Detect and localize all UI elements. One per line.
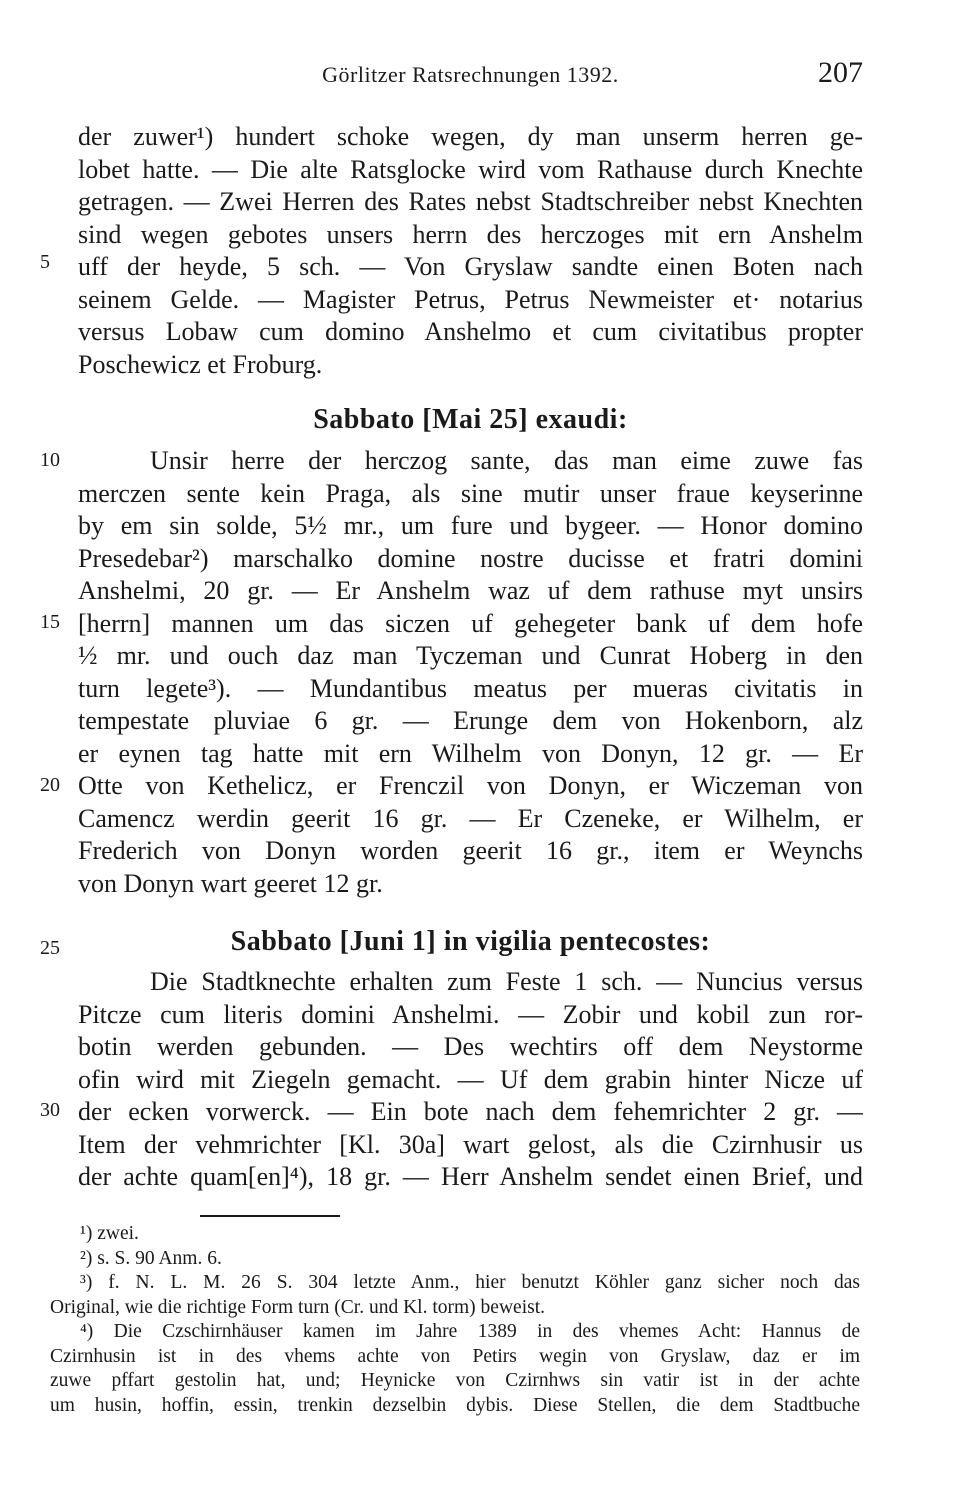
text-line: uff der heyde, 5 sch. — Von Gryslaw sandte einen Boten nach: [78, 252, 863, 281]
text-line: Frederich von Donyn worden geerit 16 gr., item er Weynchs: [78, 836, 863, 865]
text-line: Item der vehmrichter [Kl. 30a] wart gelost, als die Czirnhusir us: [78, 1129, 863, 1159]
footnote-line: ¹) zwei.: [80, 1223, 139, 1244]
text-line: Poschewicz et Froburg.: [78, 349, 323, 379]
text-line: turn legete³). — Mundantibus meatus per mueras civitatis in: [78, 673, 863, 703]
footnote-divider: [200, 1215, 340, 1217]
text-line: Die Stadtknechte erhalten zum Feste 1 sch. — Nuncius versus: [150, 967, 863, 996]
footnote-line: ⁴) Die Czschirnhäuser kamen im Jahre 1389 in des vhemes Acht: Hannus de: [80, 1321, 860, 1342]
text-line: sind wegen gebotes unsers herrn des herczoges mit ern Anshelm: [78, 219, 863, 249]
text-line: er eynen tag hatte mit ern Wilhelm von Donyn, 12 gr. — Er: [78, 738, 863, 768]
page-number: 207: [818, 56, 863, 89]
section-heading-mai-25: Sabbato [Mai 25] exaudi:: [313, 404, 628, 435]
text-line: by em sin solde, 5½ mr., um fure und bygeer. — Honor domino: [78, 511, 863, 540]
line-number: 30: [40, 1099, 60, 1121]
text-line: der ecken vorwerck. — Ein bote nach dem fehemrichter 2 gr. —: [78, 1097, 863, 1126]
footnote-line: ²) s. S. 90 Anm. 6.: [80, 1247, 222, 1269]
text-line: ofin wird mit Ziegeln gemacht. — Uf dem grabin hinter Nicze uf: [78, 1064, 863, 1094]
footnote-line: Original, wie die richtige Form turn (Cr. und Kl. torm) beweist.: [50, 1296, 545, 1318]
text-line: merczen sente kein Praga, als sine mutir unser fraue keyserinne: [78, 478, 863, 508]
text-line: seinem Gelde. — Magister Petrus, Petrus Newmeister et· notarius: [78, 284, 863, 314]
footnote-line: um husin, hoffin, essin, trenkin dezselbin dybis. Diese Stellen, die dem Stadtbuche: [50, 1394, 860, 1416]
text-line: der achte quam[en]⁴), 18 gr. — Herr Anshelm sendet einen Brief, und: [78, 1162, 863, 1191]
text-line: [herrn] mannen um das siczen uf gehegeter bank uf dem hofe: [78, 608, 863, 638]
text-line: Unsir herre der herczog sante, das man eime zuwe fas: [150, 446, 863, 475]
text-line: versus Lobaw cum domino Anshelmo et cum civitatibus propter: [78, 317, 863, 346]
text-line: Anshelmi, 20 gr. — Er Anshelm waz uf dem rathuse myt unsirs: [78, 576, 863, 605]
text-line: ½ mr. und ouch daz man Tyczeman und Cunrat Hoberg in den: [78, 641, 863, 670]
text-line: Otte von Kethelicz, er Frenczil von Donyn, er Wiczeman von: [78, 771, 863, 800]
paragraph-section-1: [78, 121, 863, 381]
text-line: botin werden gebunden. — Des wechtirs off dem Neystorme: [78, 1032, 863, 1061]
text-line: getragen. — Zwei Herren des Rates nebst Stadtschreiber nebst Knechten: [78, 187, 863, 216]
paragraph-section-3: [78, 966, 863, 1194]
line-number: 5: [40, 251, 50, 273]
running-title: Görlitzer Ratsrechnungen 1392.: [322, 62, 619, 87]
text-line: Camencz werdin geerit 16 gr. — Er Czeneke, er Wilhelm, er: [78, 803, 863, 833]
line-number: 25: [40, 937, 60, 959]
footnotes: [50, 1222, 860, 1418]
footnote-line: Czirnhusin ist in des vhems achte von Petirs wegin von Gryslaw, daz er im: [50, 1345, 860, 1367]
line-number: 15: [40, 611, 60, 633]
text-line: lobet hatte. — Die alte Ratsglocke wird vom Rathause durch Knechte: [78, 154, 863, 184]
text-line: von Donyn wart geeret 12 gr.: [78, 868, 383, 898]
footnote-line: zuwe pffart gestolin hat, und; Heynicke von Czirnhws sin vatir ist in der achte: [50, 1370, 860, 1391]
text-line: Presedebar²) marschalko domine nostre ducisse et fratri domini: [78, 543, 863, 573]
line-number: 10: [40, 449, 60, 471]
text-line: der zuwer¹) hundert schoke wegen, dy man unserm herren ge-: [78, 122, 863, 151]
text-line: Pitcze cum literis domini Anshelmi. — Zobir und kobil zun ror-: [78, 999, 863, 1029]
footnote-line: ³) f. N. L. M. 26 S. 304 letzte Anm., hier benutzt Köhler ganz sicher noch das: [80, 1272, 860, 1293]
page-header: [78, 56, 863, 96]
section-heading-juni-1: Sabbato [Juni 1] in vigilia pentecostes:: [230, 926, 711, 957]
paragraph-section-2: [78, 445, 863, 900]
text-line: tempestate pluviae 6 gr. — Erunge dem von Hokenborn, alz: [78, 706, 863, 735]
line-number: 20: [40, 774, 60, 796]
